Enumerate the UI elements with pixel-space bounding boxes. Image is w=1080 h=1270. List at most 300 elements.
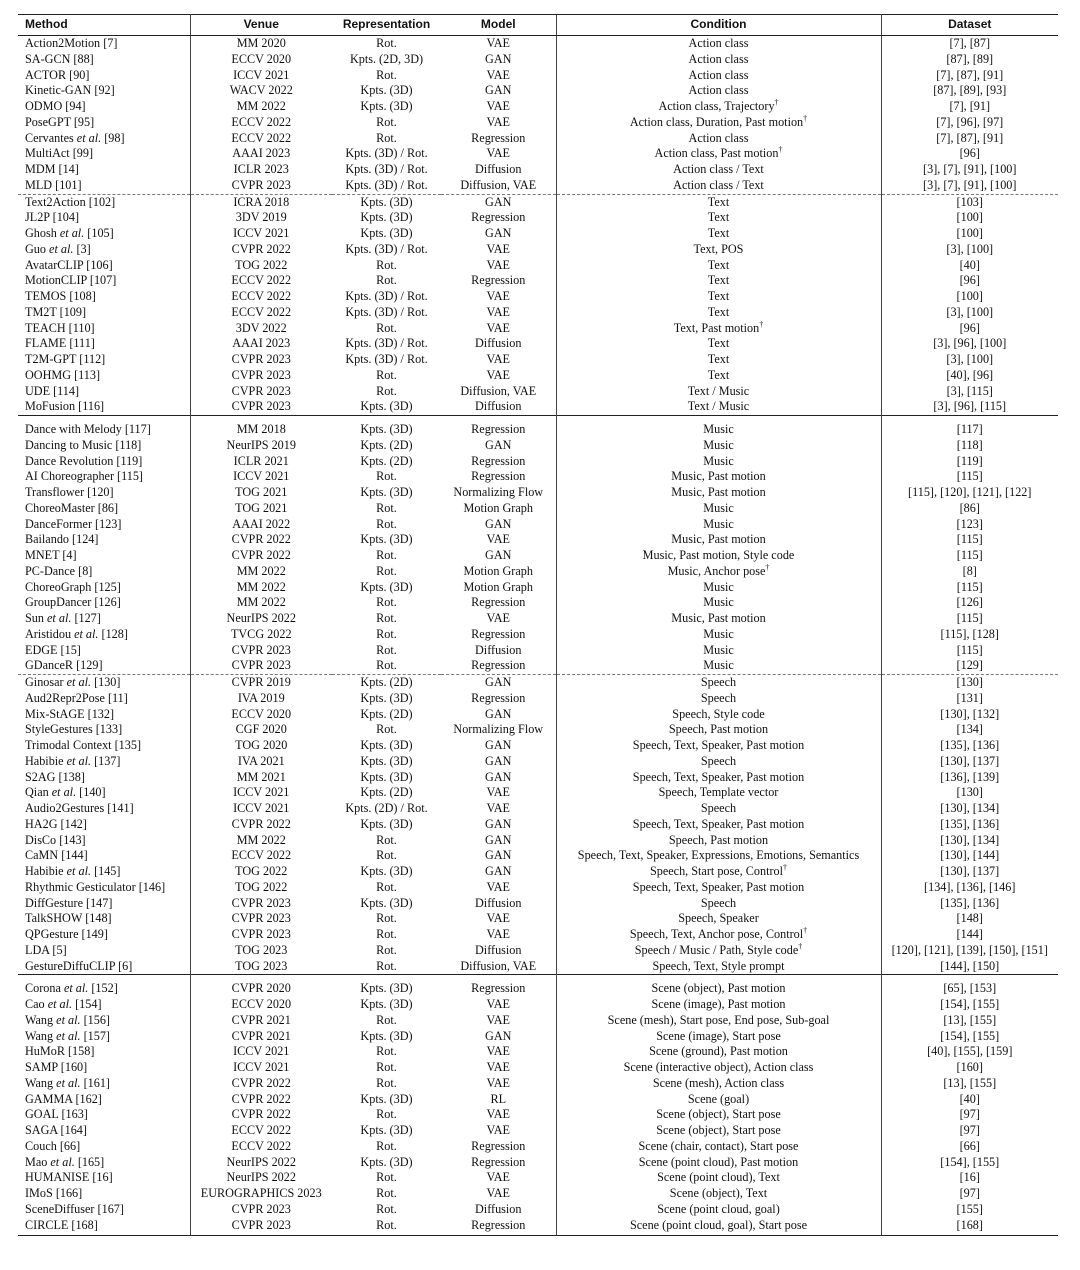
model-cell: Regression [441,416,556,438]
condition-cell: Scene (point cloud, goal) [556,1202,881,1218]
model-cell: VAE [486,927,510,941]
table-row [18,36,1058,52]
dataset-cell: [136], [139] [940,769,1000,784]
method-cell: Audio2Gestures [141] [18,801,190,817]
condition-cell: Music, Past motion [556,532,881,548]
venue-cell: TOG 2022 [235,864,288,878]
dataset-cell: [3], [7], [91], [100] [923,177,1017,192]
model-cell: GAN [485,706,512,721]
condition-cell: Text, POS [556,242,881,258]
representation-cell: Kpts. (2D, 3D) [349,51,424,66]
venue-cell: ECCV 2020 [231,706,292,721]
method-cell: Sun et al. [127] [18,611,190,627]
method-cell: GAMMA [162] [18,1092,190,1108]
representation-cell: Rot. [376,469,397,484]
venue-cell: MM 2022 [236,595,286,610]
table-row [18,738,1058,754]
venue-cell: WACV 2022 [229,83,293,98]
condition-cell: Scene (point cloud, goal), Start pose [556,1218,881,1236]
condition-cell: Action class [556,83,881,99]
table-row [18,564,1058,580]
representation-cell: Kpts. (2D) / Rot. [345,801,428,815]
method-cell: Text2Action [102] [18,194,190,210]
method-cell: Couch [66] [18,1139,190,1155]
condition-cell: Scene (chair, contact), Start pose [556,1139,881,1155]
venue-cell: MM 2022 [236,563,286,578]
dataset-cell: [148] [956,911,983,926]
condition-cell: Speech, Text, Speaker, Past motion [556,880,881,896]
venue-cell: ICCV 2021 [233,785,290,800]
representation-cell: Rot. [376,383,397,398]
dataset-cell: [130], [137] [940,864,1000,878]
dataset-cell: [135], [136] [940,816,1000,831]
condition-cell: Music, Past motion [556,485,881,501]
table-row [18,115,1058,131]
table-row [18,273,1058,289]
method-cell: Mao et al. [165] [18,1155,190,1171]
condition-cell: Speech, Style code [556,707,881,723]
dataset-cell: [115] [956,579,983,594]
method-cell: Dance Revolution [119] [18,454,190,470]
table-row [18,1170,1058,1186]
venue-cell: CVPR 2023 [231,1201,291,1216]
dataset-cell: [3], [100] [946,304,994,319]
representation-cell: Rot. [376,500,397,515]
venue-cell: TOG 2023 [235,942,288,957]
dataset-cell: [168] [881,1218,1058,1236]
condition-cell: Text [556,258,881,274]
condition-cell: Scene (point cloud), Text [556,1170,881,1186]
model-cell: VAE [486,1012,510,1027]
table-row [18,52,1058,68]
condition-cell: Action class / Text [556,178,881,194]
header-representation: Representation [332,15,441,36]
venue-cell: CVPR 2023 [190,1218,332,1236]
table-row [18,399,1058,415]
method-cell: SAGA [164] [18,1123,190,1139]
representation-cell: Kpts. (3D) [360,579,413,594]
dataset-cell: [130], [132] [940,706,1000,721]
representation-cell: Kpts. (3D) [332,416,441,438]
model-cell: GAN [485,548,512,562]
condition-cell: Text [556,273,881,289]
venue-cell: CVPR 2022 [231,1091,291,1106]
venue-cell: TOG 2021 [235,485,288,499]
condition-cell: Speech, Start pose, Control† [556,864,881,880]
method-cell: GestureDiffuCLIP [6] [18,959,190,975]
condition-cell: Action class, Past motion† [556,146,881,162]
model-cell: Regression [471,130,526,145]
representation-cell: Kpts. (3D) [360,226,413,240]
model-cell: Regression [471,690,526,705]
condition-cell: Music [556,580,881,596]
dataset-cell: [126] [956,595,983,610]
method-cell: IMoS [166] [18,1186,190,1202]
representation-cell: Rot. [376,516,397,531]
representation-cell: Rot. [376,1201,397,1216]
table-row [18,1092,1058,1108]
venue-cell: IVA 2021 [237,753,285,768]
model-cell: Normalizing Flow [453,485,544,499]
venue-cell: MM 2022 [236,832,286,847]
method-cell: LDA [5] [18,943,190,959]
representation-cell: Rot. [376,722,397,737]
venue-cell: AAAI 2023 [232,336,291,351]
table-row [18,517,1058,533]
dataset-cell: [86] [959,500,980,515]
condition-cell: Music [556,627,881,643]
venue-cell: ECCV 2022 [231,114,292,129]
table-row [18,548,1058,564]
method-cell: MotionCLIP [107] [18,273,190,289]
methods-table [18,14,1058,1236]
table-row [18,83,1058,99]
table-row [18,1060,1058,1076]
representation-cell: Rot. [376,879,397,894]
model-cell: GAN [485,226,512,240]
model-cell: Regression [471,658,526,673]
method-cell: JL2P [104] [18,210,190,226]
model-cell: VAE [486,99,510,113]
representation-cell: Kpts. (3D) [360,83,413,98]
dataset-cell: [3], [115] [946,383,993,398]
method-cell: TEMOS [108] [18,289,190,305]
table-row [18,336,1058,352]
dataset-cell: [7], [91] [949,99,991,113]
venue-cell: MM 2022 [236,99,286,113]
method-cell: ChoreoGraph [125] [18,580,190,596]
representation-cell: Rot. [376,611,397,625]
method-cell: Kinetic-GAN [92] [18,83,190,99]
table-row [18,817,1058,833]
model-cell: Diffusion [475,942,522,957]
dataset-cell: [115] [956,548,983,562]
header-row [18,15,1058,36]
method-cell: DiffGesture [147] [18,896,190,912]
table-row [18,1186,1058,1202]
model-cell: VAE [486,997,510,1011]
table-row [18,242,1058,258]
dataset-cell: [155] [956,1201,983,1216]
representation-cell: Kpts. (2D) [360,785,413,800]
condition-cell: Scene (object), Text [556,1186,881,1202]
model-cell: VAE [486,1060,510,1074]
dataset-cell: [115], [128] [940,626,999,641]
venue-cell: CVPR 2023 [231,383,291,398]
dataset-cell: [40] [959,257,980,272]
model-cell: Normalizing Flow [453,722,544,737]
representation-cell: Kpts. (3D) / Rot. [345,352,428,366]
venue-cell: ICRA 2018 [190,194,332,210]
dataset-cell: [40] [959,1091,980,1106]
method-cell: TEACH [110] [18,321,190,337]
venue-cell: CVPR 2019 [190,675,332,691]
venue-cell: CVPR 2022 [231,816,291,831]
model-cell: GAN [441,194,556,210]
method-cell: StyleGestures [133] [18,722,190,738]
model-cell: VAE [486,1107,510,1122]
model-cell: VAE [486,879,510,894]
dataset-cell: [154], [155] [940,1154,1000,1169]
table-row [18,1202,1058,1218]
representation-cell: Kpts. (3D) [360,895,413,910]
representation-cell: Rot. [376,848,397,863]
condition-cell: Music, Past motion, Style code [556,548,881,564]
method-cell: Mix-StAGE [132] [18,707,190,723]
table-row [18,1076,1058,1092]
condition-cell: Text, Past motion† [556,321,881,337]
method-cell: Wang et al. [157] [18,1029,190,1045]
representation-cell: Rot. [376,1107,397,1122]
method-cell: Bailando [124] [18,532,190,548]
dataset-cell: [66] [959,1138,980,1153]
venue-cell: AAAI 2023 [232,146,291,161]
condition-cell: Action class, Trajectory† [556,99,881,115]
model-cell: Regression [471,626,526,641]
method-cell: AvatarCLIP [106] [18,258,190,274]
condition-cell: Scene (object), Start pose [556,1123,881,1139]
table-row [18,146,1058,162]
venue-cell: ECCV 2022 [231,1123,292,1137]
method-cell: Aristidou et al. [128] [18,627,190,643]
table-row [18,1155,1058,1171]
table-row [18,131,1058,147]
method-cell: Habibie et al. [137] [18,754,190,770]
dataset-cell: [130], [134] [940,832,1000,847]
representation-cell: Rot. [376,257,397,272]
condition-cell: Speech / Music / Path, Style code† [556,943,881,959]
representation-cell: Kpts. (3D) / Rot. [345,241,428,256]
table-row [18,754,1058,770]
condition-cell: Text [556,305,881,321]
dataset-cell: [154], [155] [940,997,1000,1011]
condition-cell: Music [556,595,881,611]
representation-cell: Rot. [376,114,397,129]
representation-cell: Rot. [376,36,397,50]
table-row [18,911,1058,927]
table-row [18,321,1058,337]
dataset-cell: [123] [956,516,983,531]
condition-cell: Speech, Text, Speaker, Expressions, Emotions, Semantics [556,848,881,864]
method-cell: Corona et al. [152] [18,975,190,997]
condition-cell: Scene (mesh), Start pose, End pose, Sub-goal [556,1013,881,1029]
method-cell: FLAME [111] [18,336,190,352]
method-cell: DanceFormer [123] [18,517,190,533]
model-cell: Motion Graph [463,563,533,578]
dataset-cell: [8] [962,563,977,578]
model-cell: Diffusion [475,1201,522,1216]
condition-cell: Speech, Text, Speaker, Past motion [556,738,881,754]
model-cell: GAN [485,437,512,452]
model-cell: VAE [486,1075,510,1090]
representation-cell: Kpts. (3D) [360,997,413,1011]
model-cell: VAE [486,146,510,161]
model-cell: VAE [486,532,510,547]
representation-cell: Kpts. (3D) [332,975,441,997]
table-row [18,368,1058,384]
venue-cell: EUROGRAPHICS 2023 [200,1186,322,1200]
dataset-cell: [3], [96], [100] [933,336,1007,351]
method-cell: Rhythmic Gesticulator [146] [18,880,190,896]
representation-cell: Kpts. (3D) [360,210,413,225]
method-cell: MNET [4] [18,548,190,564]
representation-cell: Rot. [376,1060,397,1074]
dataset-cell: [7], [87] [949,36,991,50]
venue-cell: CVPR 2021 [231,1028,291,1043]
table-header [18,15,1058,36]
venue-cell: CVPR 2021 [231,1012,291,1027]
table-row [18,848,1058,864]
venue-cell: ECCV 2022 [231,1138,292,1153]
table-body [18,36,1058,1236]
representation-cell: Rot. [332,1218,441,1236]
representation-cell: Rot. [376,927,397,941]
dataset-cell: [134] [956,722,983,737]
model-cell: GAN [485,864,512,878]
method-cell: OOHMG [113] [18,368,190,384]
model-cell: Diffusion [475,162,522,176]
condition-cell: Text [556,210,881,226]
venue-cell: ICLR 2021 [233,453,289,468]
model-cell: GAN [485,516,512,531]
table-row [18,469,1058,485]
table-row [18,722,1058,738]
dataset-cell: [96] [959,273,980,288]
condition-cell: Text / Music [556,399,881,415]
dataset-cell: [40], [155], [159] [927,1044,1013,1059]
header-model: Model [441,15,556,36]
dataset-cell: [120], [121], [139], [150], [151] [891,942,1048,957]
dataset-cell: [87], [89] [946,51,994,66]
condition-cell: Music, Past motion [556,611,881,627]
model-cell: VAE [486,1044,510,1059]
condition-cell: Speech, Past motion [556,833,881,849]
condition-cell: Speech [556,896,881,912]
dataset-cell: [118] [956,437,983,452]
representation-cell: Kpts. (2D) [360,437,413,452]
venue-cell: ECCV 2022 [231,273,292,288]
method-cell: Ghosh et al. [105] [18,226,190,242]
condition-cell: Speech, Text, Speaker, Past motion [556,770,881,786]
venue-cell: ICLR 2023 [233,162,289,176]
dataset-cell: [154], [155] [940,1028,1000,1043]
model-cell: VAE [486,320,510,335]
representation-cell: Rot. [376,642,397,657]
method-cell: MoFusion [116] [18,399,190,415]
table-row [18,416,1058,438]
dataset-cell: [160] [956,1060,983,1074]
condition-cell: Music, Past motion [556,469,881,485]
condition-cell: Text [556,368,881,384]
condition-cell: Speech, Text, Style prompt [556,959,881,975]
method-cell: Transflower [120] [18,485,190,501]
table-row [18,943,1058,959]
condition-cell: Music [556,501,881,517]
model-cell: Regression [471,595,526,610]
table-row [18,384,1058,400]
model-cell: VAE [486,367,510,382]
table-row [18,226,1058,242]
dataset-cell: [7], [87], [91] [936,67,1004,82]
table-row [18,352,1058,368]
condition-cell: Speech [556,675,881,691]
representation-cell: Rot. [376,942,397,957]
dataset-cell: [97] [959,1107,980,1122]
table-row [18,305,1058,321]
venue-cell: TOG 2023 [235,958,288,973]
method-cell: TM2T [109] [18,305,190,321]
method-cell: AI Choreographer [115] [18,469,190,485]
representation-cell: Kpts. (3D) / Rot. [345,289,428,303]
venue-cell: IVA 2019 [237,690,285,705]
table-row [18,1107,1058,1123]
dataset-cell: [97] [959,1123,980,1137]
table-row [18,532,1058,548]
venue-cell: CVPR 2022 [231,532,291,547]
model-cell: VAE [486,785,510,800]
model-cell: RL [490,1091,507,1106]
dataset-cell: [115] [956,642,983,657]
venue-cell: ICCV 2021 [233,1060,290,1074]
dataset-cell: [103] [881,194,1058,210]
table-row [18,801,1058,817]
representation-cell: Rot. [376,658,397,673]
representation-cell: Kpts. (3D) [360,738,413,752]
table-row [18,880,1058,896]
method-cell: Cervantes et al. [98] [18,131,190,147]
venue-cell: CVPR 2023 [231,642,291,657]
condition-cell: Speech [556,691,881,707]
venue-cell: TVCG 2022 [230,626,292,641]
method-cell: MultiAct [99] [18,146,190,162]
dataset-cell: [7], [96], [97] [936,114,1004,129]
method-cell: Action2Motion [7] [18,36,190,52]
venue-cell: ECCV 2022 [231,304,292,319]
method-cell: MLD [101] [18,178,190,194]
condition-cell: Speech, Text, Anchor pose, Control† [556,927,881,943]
condition-cell: Text [556,194,881,210]
method-cell: EDGE [15] [18,643,190,659]
table-row [18,675,1058,691]
table-row [18,691,1058,707]
table-row [18,68,1058,84]
table-row [18,643,1058,659]
table-row [18,658,1058,674]
representation-cell: Kpts. (3D) / Rot. [345,304,428,319]
venue-cell: ICCV 2021 [233,1044,290,1059]
dataset-cell: [129] [956,658,983,673]
venue-cell: MM 2022 [236,579,286,594]
representation-cell: Kpts. (3D) / Rot. [345,162,428,176]
condition-cell: Speech, Template vector [556,785,881,801]
table-row [18,194,1058,210]
condition-cell: Scene (goal) [556,1092,881,1108]
condition-cell: Speech, Past motion [556,722,881,738]
representation-cell: Kpts. (3D) [360,99,413,113]
method-cell: GOAL [163] [18,1107,190,1123]
condition-cell: Scene (point cloud), Past motion [556,1155,881,1171]
venue-cell: CVPR 2023 [231,352,291,366]
condition-cell: Text [556,289,881,305]
venue-cell: CVPR 2023 [231,658,291,673]
model-cell: GAN [441,675,556,691]
table-row [18,99,1058,115]
table-row [18,611,1058,627]
model-cell: VAE [486,352,510,366]
model-cell: VAE [486,611,510,625]
representation-cell: Rot. [376,1138,397,1153]
header-dataset: Dataset [881,15,1058,36]
